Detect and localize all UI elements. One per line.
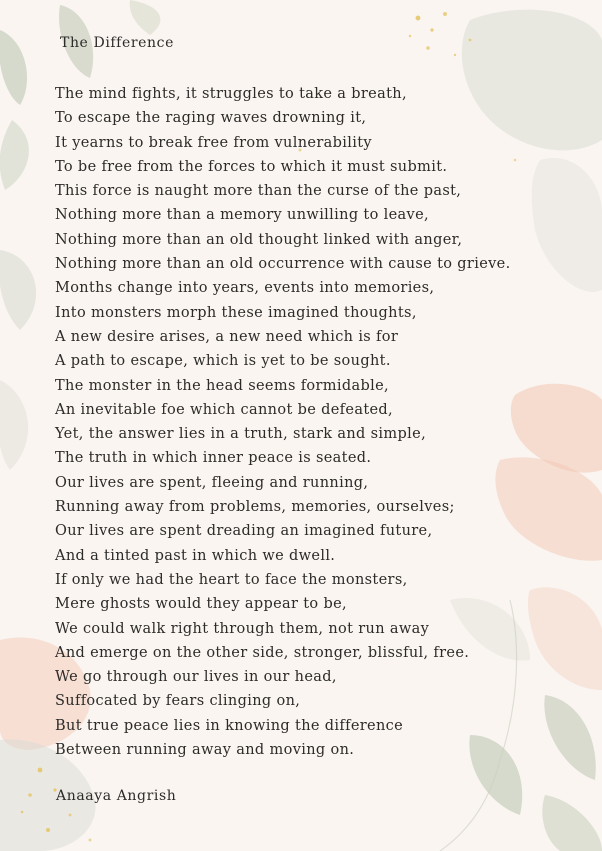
poem-line: It yearns to break free from vulnerability	[55, 134, 372, 151]
poem-line: Nothing more than an old occurrence with cause to grieve.	[55, 256, 511, 273]
poem-line: A path to escape, which is yet to be sought.	[55, 353, 391, 370]
poem-line: We go through our lives in our head,	[55, 669, 337, 686]
poem-line: To be free from the forces to which it must submit.	[55, 158, 448, 175]
poem-line: Our lives are spent, fleeing and running,	[55, 474, 369, 491]
poem-line: This force is naught more than the curse of the past,	[55, 183, 462, 200]
poem-line: Running away from problems, memories, ourselves;	[55, 499, 455, 516]
poem-title: The Difference	[60, 35, 174, 51]
author-name: Anaaya Angrish	[56, 788, 177, 804]
poem-line: And a tinted past in which we dwell.	[55, 547, 336, 564]
poem-line: The monster in the head seems formidable,	[55, 377, 390, 394]
poem-line: Months change into years, events into memories,	[55, 280, 435, 297]
poem-line: Our lives are spent dreading an imagined future,	[55, 523, 433, 540]
poem-line: Suffocated by fears clinging on,	[55, 693, 301, 710]
poem-line: The truth in which inner peace is seated.	[55, 450, 372, 467]
poem-line: The mind fights, it struggles to take a breath,	[55, 86, 407, 102]
poem-body	[55, 82, 511, 762]
poem-line: Between running away and moving on.	[55, 742, 355, 759]
poem-line: Into monsters morph these imagined thoughts,	[55, 304, 417, 321]
poem-line: Nothing more than a memory unwilling to leave,	[55, 207, 429, 224]
poem-line: If only we had the heart to face the monsters,	[55, 571, 408, 588]
poem-line: A new desire arises, a new need which is for	[55, 328, 399, 345]
poem-line: Mere ghosts would they appear to be,	[55, 596, 347, 613]
poem-line: We could walk right through them, not run away	[55, 620, 430, 637]
poem-line: And emerge on the other side, stronger, blissful, free.	[55, 644, 470, 661]
poem-line: To escape the raging waves drowning it,	[55, 110, 367, 127]
poem-line: But true peace lies in knowing the difference	[55, 717, 404, 734]
poem-line: An inevitable foe which cannot be defeated,	[55, 401, 394, 418]
poem-line: Yet, the answer lies in a truth, stark and simple,	[55, 426, 427, 443]
poem-line: Nothing more than an old thought linked with anger,	[55, 231, 463, 248]
